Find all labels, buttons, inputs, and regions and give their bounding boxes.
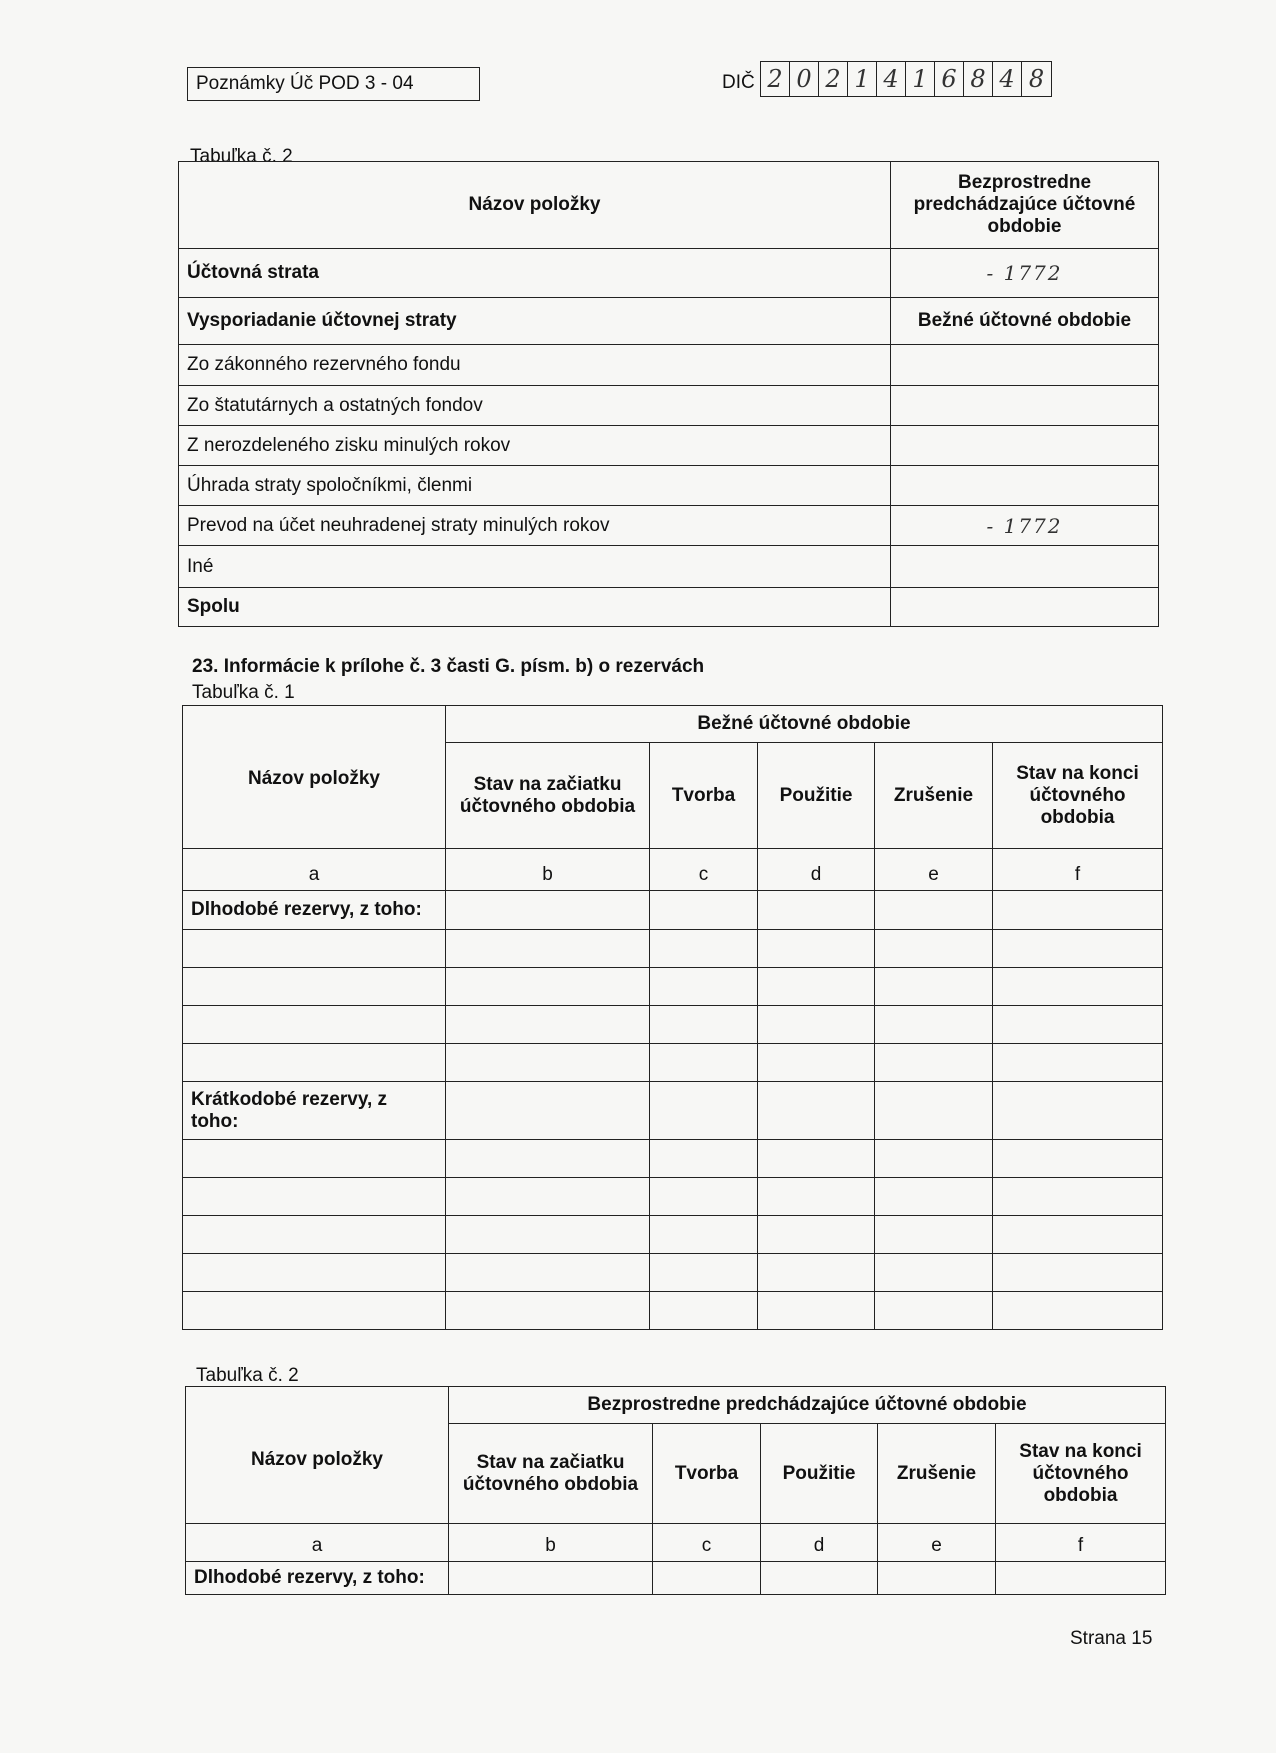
col-prev-period-header: Bezprostredne predchádzajúce účtovné obdobie: [891, 162, 1159, 249]
table2-bottom-caption: Tabuľka č. 2: [196, 1365, 299, 1386]
col-create-header: Tvorba: [653, 1424, 761, 1524]
table-cell[interactable]: [446, 1006, 650, 1044]
table-cell[interactable]: [446, 1254, 650, 1292]
table-cell[interactable]: [878, 1562, 996, 1595]
table-cell[interactable]: [650, 1178, 758, 1216]
table-cell[interactable]: [650, 1292, 758, 1330]
dic-label: DIČ: [722, 72, 755, 93]
table-cell[interactable]: [183, 1216, 446, 1254]
table-row: [183, 1044, 1163, 1082]
table-cell[interactable]: [446, 1216, 650, 1254]
current-period-header: Bežné účtovné obdobie: [891, 298, 1159, 345]
table-cell[interactable]: [650, 1254, 758, 1292]
table-row: [183, 1292, 1163, 1330]
table-cell[interactable]: [183, 1178, 446, 1216]
table-cell[interactable]: [758, 1044, 875, 1082]
table-cell[interactable]: [183, 1254, 446, 1292]
table-cell[interactable]: [875, 1292, 993, 1330]
dic-digit: 0: [790, 62, 819, 96]
table-cell[interactable]: [758, 1292, 875, 1330]
table-row: [183, 1006, 1163, 1044]
table-cell[interactable]: [446, 891, 650, 930]
table-cell[interactable]: [758, 1006, 875, 1044]
col-letter: f: [996, 1524, 1166, 1562]
col-name-header: Názov položky: [186, 1387, 449, 1524]
table-cell[interactable]: [993, 1044, 1163, 1082]
table-cell[interactable]: [875, 1006, 993, 1044]
table-cell[interactable]: [446, 1292, 650, 1330]
col-letter: d: [761, 1524, 878, 1562]
table-cell[interactable]: [993, 930, 1163, 968]
settlement-row-value[interactable]: [891, 466, 1159, 506]
long-term-label: Dlhodobé rezervy, z toho:: [186, 1562, 449, 1595]
table-cell[interactable]: [758, 1254, 875, 1292]
table-cell[interactable]: [183, 930, 446, 968]
dic-digit: 6: [935, 62, 964, 96]
table-cell[interactable]: [446, 968, 650, 1006]
col-letter: b: [446, 849, 650, 891]
settlement-row-label: Z nerozdeleného zisku minulých rokov: [179, 426, 891, 466]
settlement-row-label: Iné: [179, 546, 891, 588]
col-cancel-header: Zrušenie: [878, 1424, 996, 1524]
col-letter: a: [186, 1524, 449, 1562]
table-cell[interactable]: [993, 1178, 1163, 1216]
col-name-header: Názov položky: [183, 706, 446, 849]
settlement-row-value[interactable]: [891, 345, 1159, 386]
table-cell[interactable]: [758, 891, 875, 930]
table-cell[interactable]: [183, 1006, 446, 1044]
table-cell[interactable]: [650, 1140, 758, 1178]
table-cell[interactable]: [875, 1082, 993, 1140]
page-number: Strana 15: [1070, 1628, 1153, 1649]
table-cell[interactable]: [650, 1216, 758, 1254]
table-cell[interactable]: [993, 891, 1163, 930]
settlement-row-value[interactable]: - 1772: [891, 506, 1159, 546]
table-cell[interactable]: [875, 1254, 993, 1292]
dic-digit: 1: [906, 62, 935, 96]
table-cell[interactable]: [183, 968, 446, 1006]
col-name-header: Názov položky: [179, 162, 891, 249]
reserves-current-table: [182, 705, 1163, 1330]
table-cell[interactable]: [446, 1178, 650, 1216]
dic-digit: 1: [848, 62, 877, 96]
table-cell[interactable]: [875, 930, 993, 968]
table1-caption: Tabuľka č. 1: [192, 682, 295, 703]
table-cell[interactable]: [875, 891, 993, 930]
col-use-header: Použitie: [758, 743, 875, 849]
col-letter: e: [878, 1524, 996, 1562]
total-label: Spolu: [179, 588, 891, 627]
reserves-previous-table: [185, 1386, 1166, 1595]
table-cell[interactable]: [650, 891, 758, 930]
table-cell[interactable]: [758, 1082, 875, 1140]
long-term-label: Dlhodobé rezervy, z toho:: [183, 891, 446, 930]
table-cell[interactable]: [449, 1562, 653, 1595]
table-cell[interactable]: [996, 1562, 1166, 1595]
table-cell[interactable]: [993, 968, 1163, 1006]
dic-digit: 4: [993, 62, 1022, 96]
total-value[interactable]: [891, 588, 1159, 627]
table-row: [183, 1254, 1163, 1292]
table-row: [183, 1216, 1163, 1254]
col-letter: c: [650, 849, 758, 891]
dic-digit: 8: [964, 62, 993, 96]
table-row: [183, 930, 1163, 968]
col-end-header: Stav na konci účtovného obdobia: [993, 743, 1163, 849]
settlement-row-label: Úhrada straty spoločníkmi, členmi: [179, 466, 891, 506]
col-letter: c: [653, 1524, 761, 1562]
table-cell[interactable]: [183, 1044, 446, 1082]
table-cell[interactable]: [446, 930, 650, 968]
col-letter: e: [875, 849, 993, 891]
table-cell[interactable]: [875, 1216, 993, 1254]
col-use-header: Použitie: [761, 1424, 878, 1524]
settlement-row-label: Prevod na účet neuhradenej straty minulých rokov: [179, 506, 891, 546]
table-cell[interactable]: [650, 930, 758, 968]
col-end-header: Stav na konci účtovného obdobia: [996, 1424, 1166, 1524]
table-cell[interactable]: [758, 1178, 875, 1216]
table2-top-caption: Tabuľka č. 2: [190, 146, 293, 167]
table-cell[interactable]: [875, 1178, 993, 1216]
settlement-row-label: Zo zákonného rezervného fondu: [179, 345, 891, 386]
dic-boxes: [760, 61, 1052, 97]
table-row: [183, 1178, 1163, 1216]
settlement-row-value[interactable]: [891, 426, 1159, 466]
table-cell[interactable]: [993, 1292, 1163, 1330]
table-cell[interactable]: [875, 1140, 993, 1178]
table-cell[interactable]: [875, 1044, 993, 1082]
dic-digit: 2: [819, 62, 848, 96]
loss-settlement-table: [178, 161, 1159, 627]
col-cancel-header: Zrušenie: [875, 743, 993, 849]
col-create-header: Tvorba: [650, 743, 758, 849]
dic-digit: 8: [1028, 65, 1045, 93]
dic-digit: 2: [761, 62, 790, 96]
table-cell[interactable]: [446, 1082, 650, 1140]
loss-value[interactable]: - 1772: [891, 249, 1159, 298]
table-cell[interactable]: [183, 1292, 446, 1330]
form-label-box: Poznámky Úč POD 3 - 04: [187, 67, 480, 101]
loss-label: Účtovná strata: [179, 249, 891, 298]
col-letter: f: [993, 849, 1163, 891]
table-cell[interactable]: [446, 1044, 650, 1082]
table-cell[interactable]: [650, 1044, 758, 1082]
section-23-heading: 23. Informácie k prílohe č. 3 časti G. písm. b) o rezervách: [192, 656, 705, 677]
table-cell[interactable]: [761, 1562, 878, 1595]
settlement-row-value[interactable]: [891, 546, 1159, 588]
table-row: [183, 1140, 1163, 1178]
col-letter: b: [449, 1524, 653, 1562]
table-cell[interactable]: [758, 1216, 875, 1254]
table-cell[interactable]: [758, 968, 875, 1006]
table-cell[interactable]: [993, 1006, 1163, 1044]
table-cell[interactable]: [183, 1140, 446, 1178]
short-term-label: Krátkodobé rezervy, z toho:: [183, 1082, 446, 1140]
table-cell[interactable]: [653, 1562, 761, 1595]
table-cell[interactable]: [993, 1254, 1163, 1292]
settlement-row-label: Zo štatutárnych a ostatných fondov: [179, 386, 891, 426]
table-cell[interactable]: [993, 1140, 1163, 1178]
settlement-row-value[interactable]: [891, 386, 1159, 426]
table-cell[interactable]: [650, 968, 758, 1006]
period-header: Bežné účtovné obdobie: [446, 706, 1163, 743]
table-cell[interactable]: [758, 930, 875, 968]
period-header: Bezprostredne predchádzajúce účtovné obdobie: [449, 1387, 1166, 1424]
table-cell[interactable]: [993, 1216, 1163, 1254]
col-letter: d: [758, 849, 875, 891]
col-start-header: Stav na začiatku účtovného obdobia: [449, 1424, 653, 1524]
table-cell[interactable]: [446, 1140, 650, 1178]
dic-digit: 4: [877, 62, 906, 96]
settlement-label: Vysporiadanie účtovnej straty: [179, 298, 891, 345]
table-cell[interactable]: [650, 1006, 758, 1044]
table-cell[interactable]: [758, 1140, 875, 1178]
table-cell[interactable]: [875, 968, 993, 1006]
table-cell[interactable]: [993, 1082, 1163, 1140]
table-row: [183, 968, 1163, 1006]
table-cell[interactable]: [650, 1082, 758, 1140]
col-letter: a: [183, 849, 446, 891]
col-start-header: Stav na začiatku účtovného obdobia: [446, 743, 650, 849]
